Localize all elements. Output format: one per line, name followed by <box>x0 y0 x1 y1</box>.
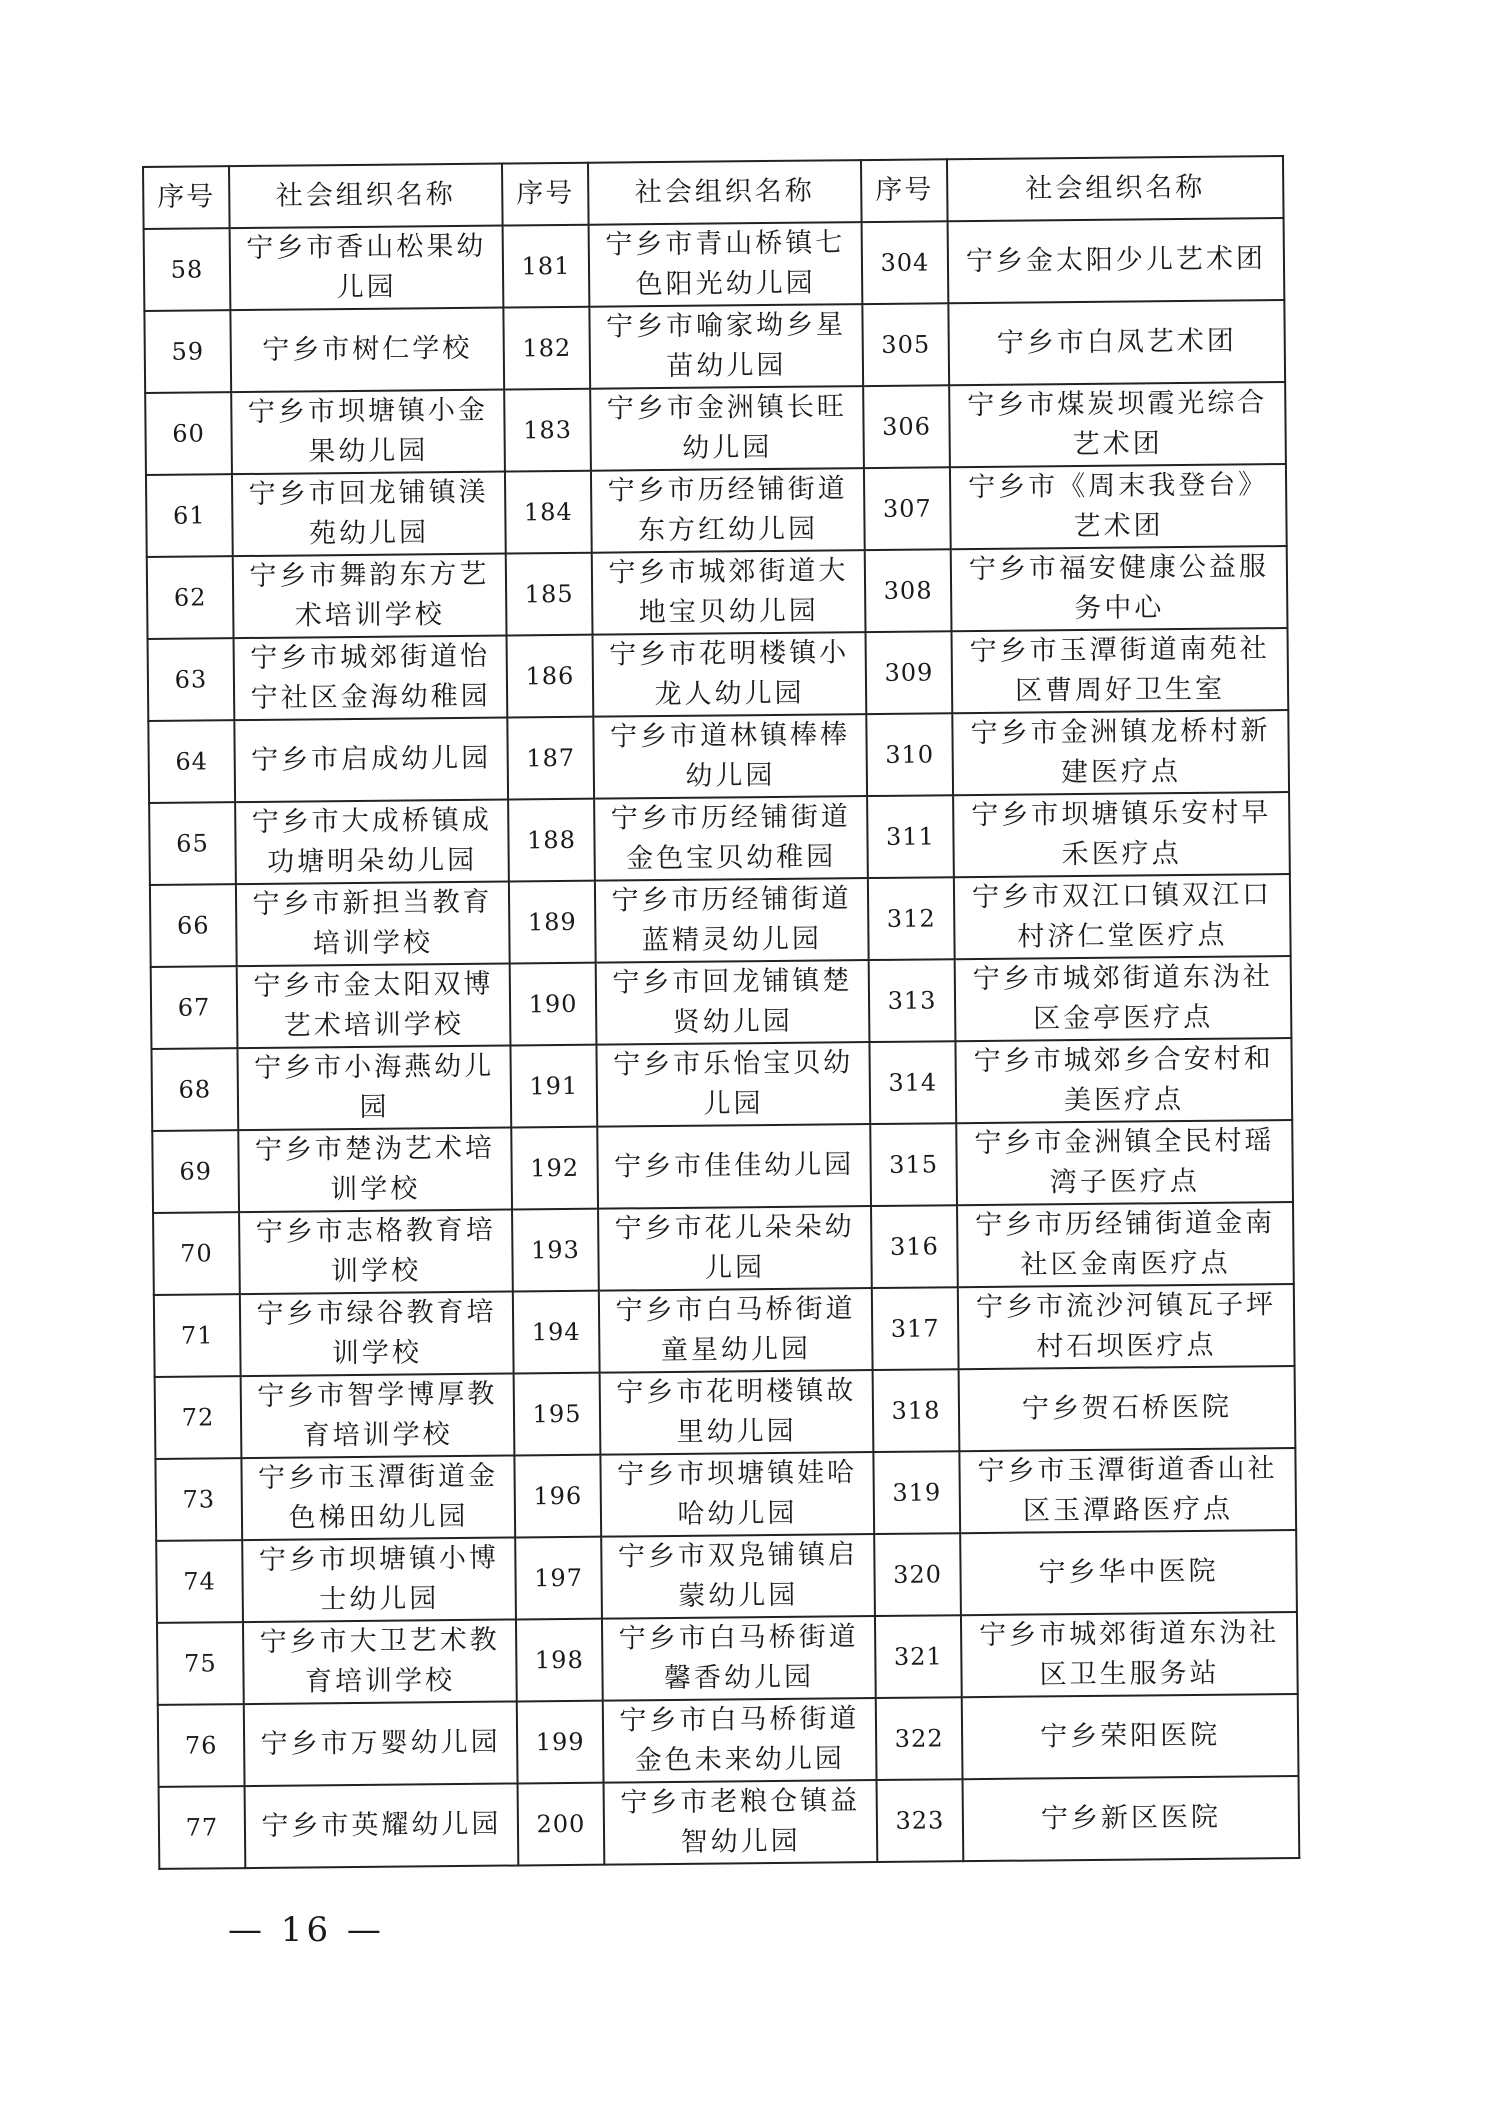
serial-number-cell: 76 <box>158 1704 245 1787</box>
org-name-cell: 宁乡市历经铺街道金南社区金南医疗点 <box>957 1202 1294 1287</box>
org-name-cell: 宁乡市煤炭坝霞光综合艺术团 <box>949 382 1286 467</box>
org-name-cell: 宁乡市白马桥街道金色未来幼儿园 <box>603 1698 877 1783</box>
org-name-cell: 宁乡市玉潭街道金色梯田幼儿园 <box>241 1455 515 1540</box>
serial-number-cell: 317 <box>872 1287 959 1370</box>
header-serial-1: 序号 <box>143 166 230 229</box>
serial-number-cell: 67 <box>151 966 238 1049</box>
serial-number-cell: 313 <box>869 959 956 1042</box>
org-name-cell: 宁乡市喻家坳乡星苗幼儿园 <box>589 304 863 389</box>
serial-number-cell: 196 <box>514 1455 601 1538</box>
org-name-cell: 宁乡市金太阳双博艺术培训学校 <box>237 964 511 1049</box>
serial-number-cell: 70 <box>153 1212 240 1295</box>
serial-number-cell: 60 <box>145 392 232 475</box>
org-name-cell: 宁乡市万婴幼儿园 <box>244 1701 518 1786</box>
serial-number-cell: 316 <box>871 1205 958 1288</box>
serial-number-cell: 191 <box>510 1045 597 1128</box>
org-name-cell: 宁乡市历经铺街道东方红幼儿园 <box>591 468 865 553</box>
serial-number-cell: 68 <box>151 1048 238 1131</box>
org-name-cell: 宁乡市青山桥镇七色阳光幼儿园 <box>589 222 863 307</box>
org-name-cell: 宁乡市坝塘镇小博士幼儿园 <box>242 1537 516 1622</box>
serial-number-cell: 312 <box>868 877 955 960</box>
header-org-name-3: 社会组织名称 <box>947 156 1284 221</box>
org-name-cell: 宁乡市绿谷教育培训学校 <box>240 1291 514 1376</box>
org-name-cell: 宁乡市城郊街道东沩社区卫生服务站 <box>961 1612 1298 1697</box>
serial-number-cell: 186 <box>507 635 594 718</box>
serial-number-cell: 77 <box>159 1786 246 1869</box>
table-row <box>151 956 1292 1049</box>
serial-number-cell: 194 <box>513 1291 600 1374</box>
org-name-cell: 宁乡市智学博厚教育培训学校 <box>241 1373 515 1458</box>
table-header-row <box>143 156 1284 229</box>
org-name-cell: 宁乡市坝塘镇小金果幼儿园 <box>231 390 505 475</box>
org-name-cell: 宁乡市坝塘镇乐安村早禾医疗点 <box>953 792 1290 877</box>
header-serial-3: 序号 <box>861 159 948 222</box>
table-row <box>151 1038 1292 1131</box>
org-name-cell: 宁乡荣阳医院 <box>962 1694 1299 1779</box>
serial-number-cell: 308 <box>865 549 952 632</box>
table-row <box>149 792 1290 885</box>
org-name-cell: 宁乡华中医院 <box>960 1530 1297 1615</box>
serial-number-cell: 199 <box>517 1701 604 1784</box>
org-name-cell: 宁乡贺石桥医院 <box>959 1366 1296 1451</box>
serial-number-cell: 307 <box>864 467 951 550</box>
org-name-cell: 宁乡市大成桥镇成功塘明朵幼儿园 <box>235 800 509 885</box>
org-name-cell: 宁乡市城郊街道东沩社区金亭医疗点 <box>955 956 1292 1041</box>
org-name-cell: 宁乡市福安健康公益服务中心 <box>951 546 1288 631</box>
organization-table <box>142 155 1300 1870</box>
org-name-cell: 宁乡市香山松果幼儿园 <box>230 226 504 311</box>
org-name-cell: 宁乡市双江口镇双江口村济仁堂医疗点 <box>954 874 1291 959</box>
serial-number-cell: 75 <box>157 1622 244 1705</box>
serial-number-cell: 188 <box>508 799 595 882</box>
org-name-cell: 宁乡市坝塘镇娃哈哈幼儿园 <box>600 1452 874 1537</box>
org-name-cell: 宁乡市树仁学校 <box>230 308 504 393</box>
table-row <box>155 1448 1296 1541</box>
org-name-cell: 宁乡市舞韵东方艺术培训学校 <box>233 554 507 639</box>
serial-number-cell: 69 <box>152 1130 239 1213</box>
serial-number-cell: 311 <box>867 795 954 878</box>
org-name-cell: 宁乡市志格教育培训学校 <box>239 1209 513 1294</box>
serial-number-cell: 320 <box>874 1533 961 1616</box>
serial-number-cell: 193 <box>512 1209 599 1292</box>
serial-number-cell: 58 <box>144 228 231 311</box>
serial-number-cell: 305 <box>862 303 949 386</box>
table-row <box>147 546 1288 639</box>
table-row <box>156 1530 1297 1623</box>
serial-number-cell: 323 <box>877 1779 964 1862</box>
serial-number-cell: 74 <box>156 1540 243 1623</box>
serial-number-cell: 304 <box>862 221 949 304</box>
org-name-cell: 宁乡市佳佳幼儿园 <box>597 1124 871 1209</box>
org-name-cell: 宁乡市回龙铺镇渼苑幼儿园 <box>232 472 506 557</box>
table-row <box>158 1694 1299 1787</box>
org-name-cell: 宁乡新区医院 <box>963 1776 1300 1861</box>
serial-number-cell: 181 <box>503 225 590 308</box>
org-name-cell: 宁乡市启成幼儿园 <box>234 718 508 803</box>
org-name-cell: 宁乡市《周末我登台》艺术团 <box>950 464 1287 549</box>
org-name-cell: 宁乡市楚沩艺术培训学校 <box>238 1127 512 1212</box>
org-name-cell: 宁乡市城郊街道怡宁社区金海幼稚园 <box>234 636 508 721</box>
table-row <box>152 1120 1293 1213</box>
table-body <box>144 218 1300 1869</box>
org-name-cell: 宁乡市白凤艺术团 <box>948 300 1285 385</box>
serial-number-cell: 71 <box>154 1294 241 1377</box>
header-org-name-2: 社会组织名称 <box>588 160 862 225</box>
serial-number-cell: 182 <box>503 307 590 390</box>
serial-number-cell: 61 <box>146 474 233 557</box>
serial-number-cell: 195 <box>514 1373 601 1456</box>
serial-number-cell: 310 <box>866 713 953 796</box>
table-row <box>150 874 1291 967</box>
serial-number-cell: 184 <box>505 471 592 554</box>
table-row <box>157 1612 1298 1705</box>
serial-number-cell: 185 <box>506 553 593 636</box>
org-name-cell: 宁乡市大卫艺术教育培训学校 <box>243 1619 517 1704</box>
serial-number-cell: 183 <box>504 389 591 472</box>
org-name-cell: 宁乡市老粮仓镇益智幼儿园 <box>604 1780 878 1865</box>
table-row <box>155 1366 1296 1459</box>
serial-number-cell: 309 <box>866 631 953 714</box>
org-name-cell: 宁乡市花明楼镇故里幼儿园 <box>600 1370 874 1455</box>
org-name-cell: 宁乡市历经铺街道金色宝贝幼稚园 <box>594 796 868 881</box>
org-name-cell: 宁乡市玉潭街道南苑社区曹周好卫生室 <box>952 628 1289 713</box>
org-name-cell: 宁乡市花明楼镇小龙人幼儿园 <box>593 632 867 717</box>
serial-number-cell: 66 <box>150 884 237 967</box>
serial-number-cell: 73 <box>155 1458 242 1541</box>
org-name-cell: 宁乡市历经铺街道蓝精灵幼儿园 <box>595 878 869 963</box>
serial-number-cell: 190 <box>510 963 597 1046</box>
serial-number-cell: 314 <box>869 1041 956 1124</box>
org-name-cell: 宁乡市乐怡宝贝幼儿园 <box>596 1042 870 1127</box>
serial-number-cell: 198 <box>516 1619 603 1702</box>
page-number: — 16 — <box>228 1910 385 1950</box>
serial-number-cell: 321 <box>875 1615 962 1698</box>
org-name-cell: 宁乡市白马桥街道馨香幼儿园 <box>602 1616 876 1701</box>
serial-number-cell: 65 <box>149 802 236 885</box>
table-row <box>148 710 1289 803</box>
table-row <box>153 1202 1294 1295</box>
org-name-cell: 宁乡金太阳少儿艺术团 <box>948 218 1285 303</box>
org-name-cell: 宁乡市金洲镇龙桥村新建医疗点 <box>952 710 1289 795</box>
org-name-cell: 宁乡市道林镇棒棒幼儿园 <box>593 714 867 799</box>
org-name-cell: 宁乡市金洲镇长旺幼儿园 <box>590 386 864 471</box>
org-name-cell: 宁乡市花儿朵朵幼儿园 <box>598 1206 872 1291</box>
serial-number-cell: 197 <box>515 1537 602 1620</box>
serial-number-cell: 318 <box>873 1369 960 1452</box>
serial-number-cell: 315 <box>870 1123 957 1206</box>
table-row <box>144 218 1285 311</box>
org-name-cell: 宁乡市回龙铺镇楚贤幼儿园 <box>596 960 870 1045</box>
org-name-cell: 宁乡市玉潭街道香山社区玉潭路医疗点 <box>959 1448 1296 1533</box>
serial-number-cell: 192 <box>511 1127 598 1210</box>
table-row <box>146 464 1287 557</box>
serial-number-cell: 62 <box>147 556 234 639</box>
org-name-cell: 宁乡市金洲镇全民村瑶湾子医疗点 <box>956 1120 1293 1205</box>
serial-number-cell: 189 <box>509 881 596 964</box>
serial-number-cell: 59 <box>144 310 231 393</box>
serial-number-cell: 322 <box>876 1697 963 1780</box>
table-row <box>159 1776 1300 1869</box>
table-row <box>145 382 1286 475</box>
header-serial-2: 序号 <box>502 163 589 226</box>
serial-number-cell: 64 <box>148 720 235 803</box>
serial-number-cell: 63 <box>148 638 235 721</box>
org-name-cell: 宁乡市英耀幼儿园 <box>245 1783 519 1868</box>
serial-number-cell: 319 <box>873 1451 960 1534</box>
serial-number-cell: 200 <box>518 1783 605 1866</box>
org-name-cell: 宁乡市双凫铺镇启蒙幼儿园 <box>601 1534 875 1619</box>
org-name-cell: 宁乡市小海燕幼儿园 <box>237 1046 511 1131</box>
org-name-cell: 宁乡市白马桥街道童星幼儿园 <box>599 1288 873 1373</box>
serial-number-cell: 187 <box>507 717 594 800</box>
table-row <box>148 628 1289 721</box>
org-name-cell: 宁乡市城郊街道大地宝贝幼儿园 <box>592 550 866 635</box>
header-org-name-1: 社会组织名称 <box>229 164 503 229</box>
serial-number-cell: 72 <box>155 1376 242 1459</box>
table-row <box>154 1284 1295 1377</box>
org-name-cell: 宁乡市城郊乡合安村和美医疗点 <box>955 1038 1292 1123</box>
serial-number-cell: 306 <box>863 385 950 468</box>
org-name-cell: 宁乡市新担当教育培训学校 <box>236 882 510 967</box>
org-name-cell: 宁乡市流沙河镇瓦子坪村石坝医疗点 <box>958 1284 1295 1369</box>
table-row <box>144 300 1285 393</box>
